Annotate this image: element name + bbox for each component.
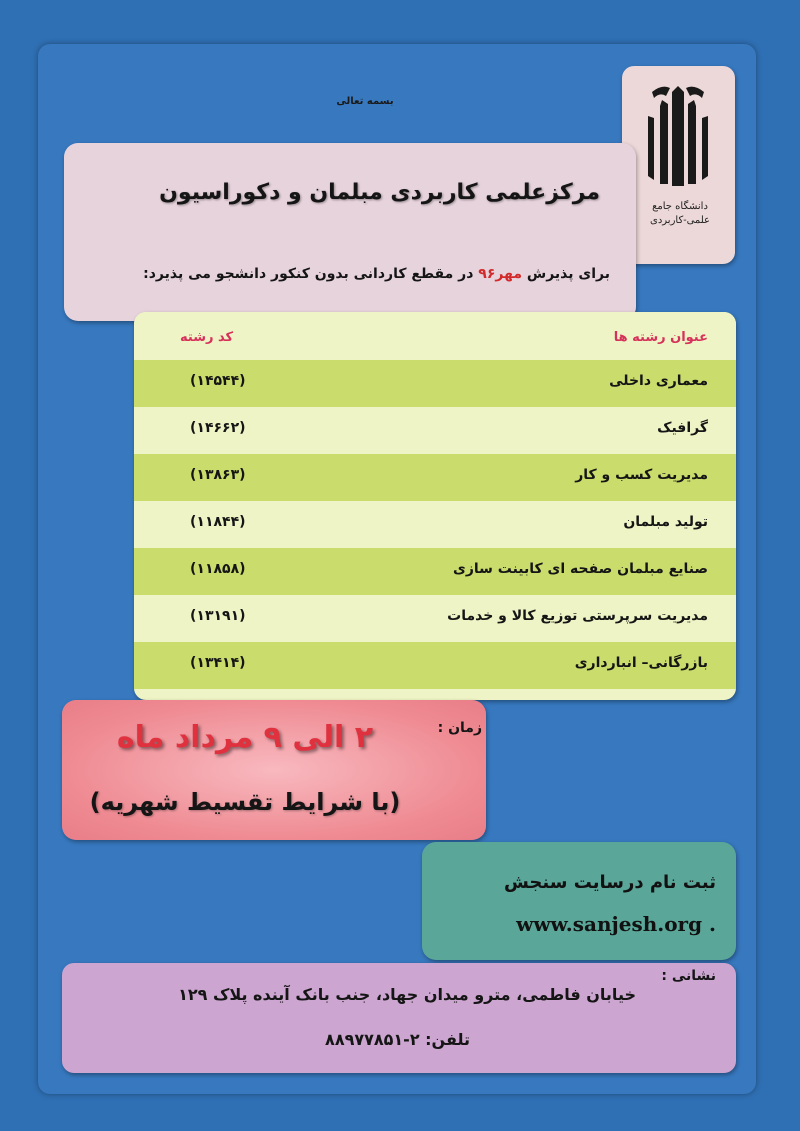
intro-highlight: مهر۹۶: [478, 266, 523, 282]
intro-before: برای پذیرش: [522, 266, 610, 282]
table-header: [134, 312, 736, 360]
table-row: [134, 454, 736, 501]
program-title: مدیریت کسب و کار: [575, 467, 708, 483]
admission-intro: [80, 266, 610, 282]
registration-dates: ۲ الی ۹ مرداد ماه: [116, 720, 374, 755]
program-title: تولید مبلمان: [623, 514, 708, 530]
registration-box: [422, 842, 736, 960]
table-row: [134, 595, 736, 642]
program-title: بازرگانی– انبارداری: [574, 655, 708, 671]
column-header-title: عنوان رشته ها: [613, 330, 708, 345]
program-code: (۱۳۴۱۴): [190, 655, 246, 671]
registration-text: ثبت نام درسایت سنجش: [503, 872, 716, 893]
programs-table: [134, 312, 736, 700]
center-title: مرکزعلمی کاربردی مبلمان و دکوراسیون: [159, 180, 600, 205]
address-box: [62, 963, 736, 1073]
program-title: مدیریت سرپرستی توزیع کالا و خدمات: [447, 608, 708, 624]
program-code: (۱۴۵۴۴): [190, 373, 246, 389]
logo-caption: [650, 200, 710, 228]
registration-url[interactable]: www.sanjesh.org .: [516, 912, 716, 936]
intro-after: در مقطع کاردانی بدون کنکور دانشجو می پذیرد:: [143, 266, 479, 282]
program-code: (۱۴۶۶۲): [190, 420, 246, 436]
program-title: گرافیک: [657, 420, 708, 436]
bismillah-text: بسمه تعالی: [336, 96, 394, 107]
table-row: [134, 407, 736, 454]
table-row: [134, 642, 736, 689]
address-label: نشانی :: [661, 968, 716, 984]
program-title: معماری داخلی: [609, 373, 708, 389]
time-label: زمان :: [437, 720, 482, 736]
university-logo-icon: [622, 66, 735, 264]
program-title: صنایع مبلمان صفحه ای کابینت سازی: [452, 561, 708, 577]
table-row: [134, 548, 736, 595]
tuition-note: (با شرایط تقسیط شهریه): [89, 788, 401, 816]
program-code: (۱۳۱۹۱): [190, 608, 246, 624]
logo-box: [622, 66, 735, 264]
phone-text: تلفن: ۲-۸۸۹۷۷۸۵۱: [325, 1030, 470, 1049]
program-code: (۱۱۸۴۴): [190, 514, 246, 530]
header-box: [64, 143, 636, 321]
logo-caption-line1: دانشگاه جامع: [652, 201, 708, 212]
program-code: (۱۱۸۵۸): [190, 561, 246, 577]
table-row: [134, 360, 736, 407]
table-row: [134, 501, 736, 548]
program-code: (۱۳۸۶۳): [190, 467, 246, 483]
column-header-code: کد رشته: [180, 330, 234, 345]
address-text: خیابان فاطمی، مترو میدان جهاد، جنب بانک آینده پلاک ۱۲۹: [178, 985, 636, 1004]
logo-caption-line2: علمی-کاربردی: [650, 215, 710, 226]
